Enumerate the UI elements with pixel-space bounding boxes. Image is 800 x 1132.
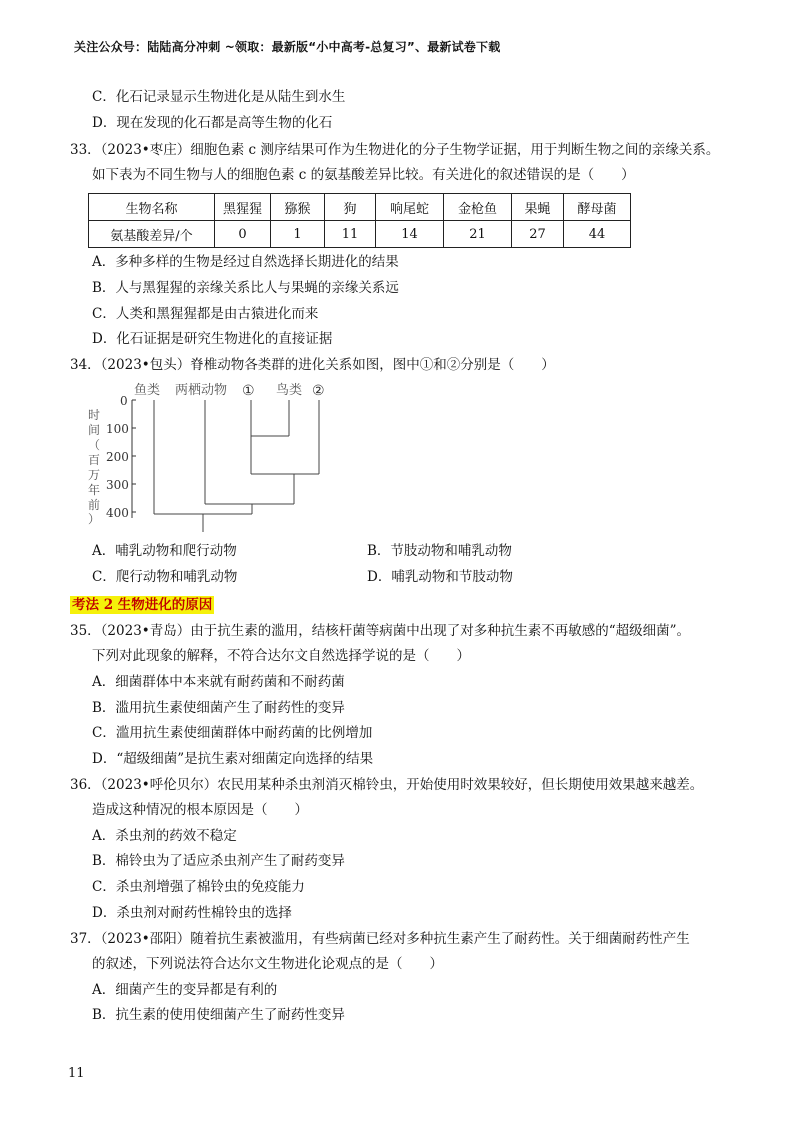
q35-option-d: D．“超级细菌”是抗生素对细菌定向选择的结果 bbox=[92, 751, 374, 767]
q33-option-c: C．人类和黑猩猩都是由古猿进化而来 bbox=[92, 306, 319, 322]
question-33-stem-cont: 如下表为不同生物与人的细胞色素 c 的氨基酸差异比较。有关进化的叙述错误的是（ ） bbox=[92, 167, 635, 183]
table-cell: 果蝇 bbox=[512, 194, 564, 221]
q34-option-c: C．爬行动物和哺乳动物 bbox=[92, 569, 238, 585]
axis-title-char: 百 bbox=[88, 453, 101, 467]
tick-label: 100 bbox=[106, 422, 129, 436]
q33-option-d: D．化石证据是研究生物进化的直接证据 bbox=[92, 331, 333, 347]
table-row bbox=[89, 194, 631, 221]
tick-label: 200 bbox=[106, 450, 129, 464]
table-cell: 44 bbox=[564, 221, 631, 248]
question-33-stem: 33．（2023•枣庄）细胞色素 c 测序结果可作为生物进化的分子生物学证据，用于判断生物之间的亲缘关系。 bbox=[70, 142, 720, 158]
question-37-stem-cont: 的叙述，下列说法符合达尔文生物进化论观点的是（ ） bbox=[92, 956, 443, 972]
group-label-amphibian: 两栖动物 bbox=[175, 383, 228, 398]
q35-option-a: A．细菌群体中本来就有耐药菌和不耐药菌 bbox=[92, 674, 345, 690]
q34-option-b: B．节肢动物和哺乳动物 bbox=[367, 543, 512, 559]
option-c: C．化石记录显示生物进化是从陆生到水生 bbox=[92, 89, 346, 105]
evolution-tree-diagram bbox=[82, 378, 342, 538]
q37-option-b: B．抗生素的使用使细菌产生了耐药性变异 bbox=[92, 1007, 345, 1023]
table-header-cell: 氨基酸差异/个 bbox=[89, 221, 215, 248]
tick-label: 300 bbox=[106, 478, 129, 492]
axis-title-char: 时 bbox=[88, 408, 101, 422]
tick-label: 400 bbox=[106, 506, 129, 520]
amino-acid-table bbox=[88, 193, 631, 248]
axis-title-char: （ bbox=[88, 438, 101, 452]
q36-option-a: A．杀虫剂的药效不稳定 bbox=[92, 828, 237, 844]
group-label-1: ① bbox=[242, 383, 255, 399]
question-36-stem-cont: 造成这种情况的根本原因是（ ） bbox=[92, 802, 308, 818]
question-36-stem: 36．（2023•呼伦贝尔）农民用某种杀虫剂消灭棉铃虫，开始使用时效果较好，但长期使用效果越来越差。 bbox=[70, 777, 704, 793]
table-cell: 14 bbox=[376, 221, 444, 248]
option-d: D．现在发现的化石都是高等生物的化石 bbox=[92, 115, 333, 131]
group-label-fish: 鱼类 bbox=[134, 383, 161, 398]
axis-title-char: 年 bbox=[88, 483, 101, 497]
table-cell: 27 bbox=[512, 221, 564, 248]
table-cell: 1 bbox=[271, 221, 325, 248]
table-cell: 0 bbox=[215, 221, 271, 248]
q36-option-d: D．杀虫剂对耐药性棉铃虫的选择 bbox=[92, 905, 292, 921]
table-cell: 狗 bbox=[325, 194, 376, 221]
axis-title-char: 万 bbox=[88, 468, 101, 482]
tick-label: 0 bbox=[120, 394, 128, 408]
q36-option-c: C．杀虫剂增强了棉铃虫的免疫能力 bbox=[92, 879, 305, 895]
axis-title-char: ） bbox=[88, 512, 101, 526]
table-cell: 11 bbox=[325, 221, 376, 248]
group-label-2: ② bbox=[312, 383, 325, 399]
q33-option-a: A．多种多样的生物是经过自然选择长期进化的结果 bbox=[92, 254, 399, 270]
q37-option-a: A．细菌产生的变异都是有利的 bbox=[92, 982, 278, 998]
q34-option-d: D．哺乳动物和节肢动物 bbox=[367, 569, 513, 585]
section-heading: 考法 2 生物进化的原因 bbox=[72, 597, 213, 613]
tree-branches bbox=[154, 400, 319, 532]
q35-option-b: B．滥用抗生素使细菌产生了耐药性的变异 bbox=[92, 700, 345, 716]
q35-option-c: C．滥用抗生素使细菌群体中耐药菌的比例增加 bbox=[92, 725, 373, 741]
table-cell: 21 bbox=[444, 221, 512, 248]
axis-title-char: 间 bbox=[88, 423, 101, 437]
page-header: 关注公众号：陆陆高分冲刺 ~领取：最新版“小中高考-总复习”、最新试卷下载 bbox=[74, 40, 501, 54]
axis-title-char: 前 bbox=[88, 498, 101, 512]
question-34-stem: 34．（2023•包头）脊椎动物各类群的进化关系如图，图中①和②分别是（ ） bbox=[70, 357, 555, 373]
table-cell: 金枪鱼 bbox=[444, 194, 512, 221]
question-37-stem: 37．（2023•邵阳）随着抗生素被滥用，有些病菌已经对多种抗生素产生了耐药性。关于细菌耐药性产生 bbox=[70, 931, 690, 947]
q33-option-b: B．人与黑猩猩的亲缘关系比人与果蝇的亲缘关系远 bbox=[92, 280, 399, 296]
table-cell: 猕猴 bbox=[271, 194, 325, 221]
group-label-bird: 鸟类 bbox=[276, 383, 303, 398]
table-row bbox=[89, 221, 631, 248]
q34-option-a: A．哺乳动物和爬行动物 bbox=[92, 543, 237, 559]
table-cell: 响尾蛇 bbox=[376, 194, 444, 221]
question-35-stem-cont: 下列对此现象的解释，不符合达尔文自然选择学说的是（ ） bbox=[92, 648, 470, 664]
q36-option-b: B．棉铃虫为了适应杀虫剂产生了耐药变异 bbox=[92, 853, 345, 869]
table-cell: 酵母菌 bbox=[564, 194, 631, 221]
question-35-stem: 35．（2023•青岛）由于抗生素的滥用，结核杆菌等病菌中出现了对多种抗生素不再敏感的“超级细菌”。 bbox=[70, 623, 691, 639]
table-header-cell: 生物名称 bbox=[89, 194, 215, 221]
page-number: 11 bbox=[68, 1066, 85, 1081]
table-cell: 黑猩猩 bbox=[215, 194, 271, 221]
